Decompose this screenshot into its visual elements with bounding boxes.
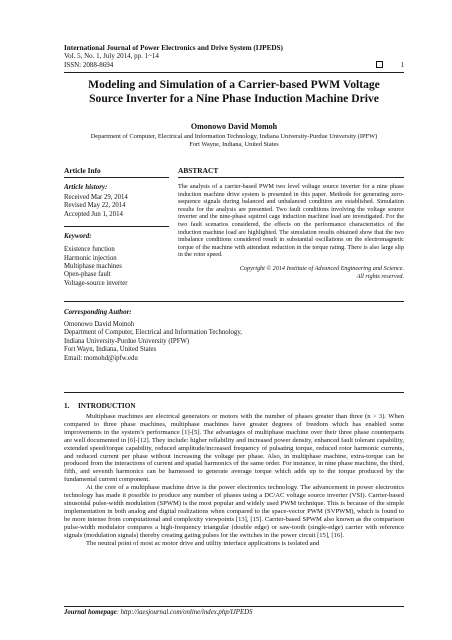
- journal-footer: [64, 609, 404, 616]
- journal-issn: ISSN: 2088-8694: [64, 60, 114, 69]
- section-title: INTRODUCTION: [78, 402, 136, 410]
- copyright-notice: [178, 265, 404, 280]
- keyword-item: Existence function: [64, 246, 115, 254]
- abstract-column: [178, 166, 404, 280]
- keyword-item: Multiphase machines: [64, 263, 122, 271]
- introduction-heading: [64, 402, 404, 410]
- footer-rule: [64, 606, 404, 607]
- paper-title: [64, 78, 404, 106]
- title-line-1: Modeling and Simulation of a Carrier-based PWM Voltage: [88, 78, 380, 91]
- journal-header: [64, 44, 404, 69]
- corresponding-location: Fort Wayn, Indiana, United States: [64, 346, 157, 354]
- intro-paragraph-3: The neutral point of most ac motor drive and utility interface applications is isolated and: [86, 539, 320, 547]
- abstract-heading: ABSTRACT: [178, 166, 404, 178]
- intro-paragraph-2: At the core of a multiphase machine drive is the power electronics technology. The advancement in power electronics technology has made it possible to produce any number of phases using a DC/AC voltage source inverter (VSI). Carrier-based sinusoidal pulse-width modulation (SPWM) is the most popular and widely used PWM technique. This is because of the simple implementation in both analog and digital realizations when compared to the space-vector PWM (SVPWM), which is found to be more intense from computational and complexity viewpoints [13], [15]. Carrier-based SPWM also known as the comparison pulse-width modulator compares a high-frequency triangular (double edge) or saw-tooth (single-edge) carrier with reference signals (modulation signals) thereby creating gating pulses for the switches in the power circuit [15], [16].: [64, 484, 404, 539]
- corresponding-details: [64, 321, 404, 363]
- copyright-line-2: All rights reserved.: [356, 272, 404, 280]
- author-name: Omonowo David Momoh: [190, 122, 278, 131]
- history-heading: Article history:: [64, 183, 108, 191]
- corresponding-author: [64, 308, 404, 363]
- footer-label: Journal homepage: [64, 609, 117, 616]
- keyword-item: Open-phase fault: [64, 271, 111, 279]
- keyword-list: [64, 246, 169, 288]
- history-accepted: Accepted Jun 1, 2014: [64, 210, 123, 218]
- history-revised: Revised May 22, 2014: [64, 202, 126, 210]
- section-divider: [64, 301, 404, 302]
- intro-paragraph-1: Multiphase machines are electrical generators or motors with the number of phases greater than three (n > 3). When compared to three phase machines, multiphase machines have greater degrees of freedom which has enabled some improvements in the system’s performance [1]-[5]. The advantages of multiphase machine over their three phase counterparts are well documented in [6]-[12]. They include: higher reliability and increased power density, enhanced fault tolerant capability, extended speed/torque capability, reduced amplitude/increased frequency of pulsating torque, reduced rotor harmonic currents, and reduced current per phase without increasing the voltage per phase. Also, in multiphase machine, extra-torque can be produced from the interactions of current and spatial harmonics of the same order. For instance, in nine phase machine, the third, fifth, and seventh harmonics can be harnessed to generate average torque which adds up to the torque produced by the fundamental current component.: [64, 413, 404, 484]
- corresponding-name: Omonowo David Momoh: [64, 321, 135, 328]
- journal-volume: Vol. 5, No. 1, July 2014, pp. 1~14: [64, 52, 159, 61]
- section-number: 1.: [64, 402, 70, 410]
- corresponding-university: Indiana University-Purdue University (IPFW): [64, 337, 190, 345]
- corresponding-dept: Department of Computer, Electrical and Information Technology,: [64, 329, 242, 337]
- header-rule: [64, 72, 404, 73]
- info-divider: [64, 226, 169, 227]
- keyword-heading: Keyword:: [64, 232, 92, 241]
- copyright-line-1: Copyright © 2014 Institute of Advanced Engineering and Science.: [239, 265, 404, 273]
- abstract-text: The analysis of a carrier-based PWM two level voltage source inverter for a nine phase induction machine drive system is presented in this paper. Methods for generating zero-sequence signals during balanced and unbalanced condition are established. Simulation results for the analysis are presented. Two fault conditions involving the voltage source inverter and the nine-phase squirrel cage induction machine load are investigated. For the two fault scenarios considered, the effects on the performance characteristics of the induction machine load are highlighted. The simulation results obtained show that the two imbalance conditions considered result in substantial oscillations on the electromagnetic torque of the machine with attendant reduction in the torque rating. There is also large slip in the rotor speed.: [178, 183, 404, 259]
- history-received: Received Mar 29, 2014: [64, 194, 128, 201]
- footer-url[interactable]: : http://iaesjournal.com/online/index.php/IJPEDS: [116, 609, 253, 616]
- affiliation-line-2: Fort Wayne, Indiana, United States: [189, 141, 279, 148]
- keyword-item: Voltage-source inverter: [64, 279, 128, 287]
- corresponding-divider: [64, 392, 404, 393]
- introduction-section: [64, 402, 404, 547]
- corresponding-heading: Corresponding Author:: [64, 308, 132, 316]
- affiliation-line-1: Department of Computer, Electrical and Information Technology, Indiana University-Purdue University (IPFW): [90, 133, 378, 140]
- article-info-heading: Article Info: [64, 166, 169, 178]
- keyword-item: Harmonic injection: [64, 254, 117, 262]
- corresponding-email: Email: momohd@ipfw.edu: [64, 354, 138, 362]
- square-icon: [376, 61, 383, 68]
- page-number-area: [376, 61, 405, 69]
- article-info-column: [64, 166, 169, 288]
- page-number: 1: [400, 61, 404, 69]
- history-list: [64, 194, 169, 219]
- author-affiliation: [64, 133, 404, 149]
- title-line-2: Source Inverter for a Nine Phase Induction Machine Drive: [89, 92, 379, 105]
- journal-name: International Journal of Power Electronics and Drive System (IJPEDS): [64, 44, 283, 52]
